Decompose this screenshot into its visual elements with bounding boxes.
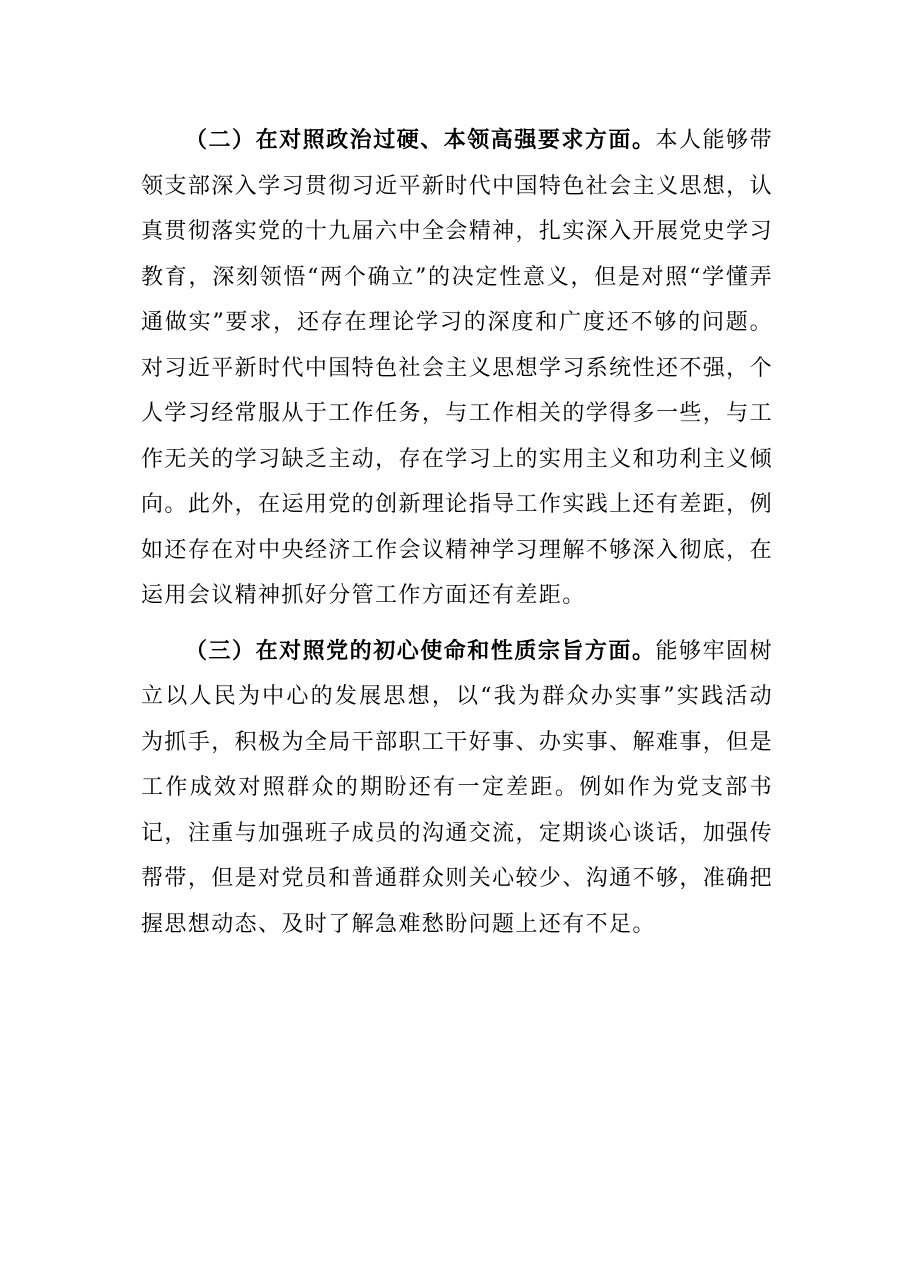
paragraph-2 (141, 118, 773, 619)
document-page (141, 118, 773, 947)
paragraph-3-heading: （三）在对照党的初心使命和性质宗旨方面。 (185, 637, 656, 664)
paragraph-3 (141, 629, 773, 948)
paragraph-2-heading: （二）在对照政治过硬、本领高强要求方面。 (185, 127, 656, 153)
paragraph-2-body: 本人能够带领支部深入学习贯彻习近平新时代中国特色社会主义思想，认真贯彻落实党的十九届六中全会精神，扎实深入开展党史学习教育，深刻领悟“两个确立”的决定性意义，但是对照“学懂弄通做实”要求，还存在理论学习的深度和广度还不够的问题。对习近平新时代中国特色社会主义思想学习系统性还不强，个人学习经常服从于工作任务，与工作相关的学得多一些，与工作无关的学习缺乏主动，存在学习上的实用主义和功利主义倾向。此外，在运用党的创新理论指导工作实践上还有差距，例如还存在对中央经济工作会议精神学习理解不够深入彻底，在运用会议精神抓好分管工作方面还有差距。 (141, 128, 773, 608)
paragraph-3-body: 能够牢固树立以人民为中心的发展思想，以“我为群众办实事”实践活动为抓手，积极为全局干部职工干好事、办实事、解难事，但是工作成效对照群众的期盼还有一定差距。例如作为党支部书记，注重与加强班子成员的沟通交流，定期谈心谈话，加强传帮带，但是对党员和普通群众则关心较少、沟通不够，准确把握思想动态、及时了解急难愁盼问题上还有不足。 (141, 638, 773, 937)
